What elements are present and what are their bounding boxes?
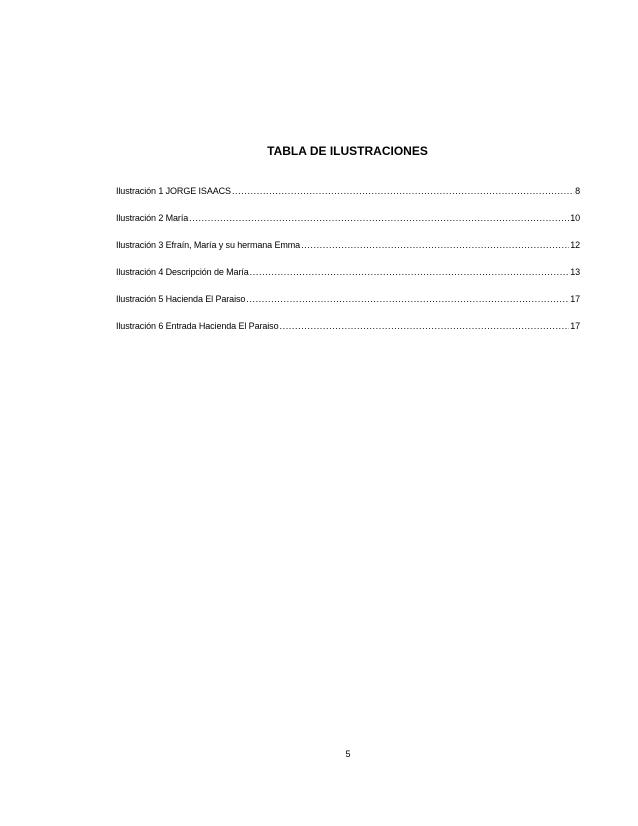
dot-leader — [250, 266, 570, 278]
toc-entry-page: 10 — [570, 213, 580, 223]
table-of-illustrations-title: TABLA DE ILUSTRACIONES — [267, 144, 428, 158]
toc-entry-page: 8 — [575, 186, 580, 196]
toc-entry[interactable] — [116, 293, 580, 320]
toc-entry-label: Ilustración 1 JORGE ISAACS — [116, 186, 231, 196]
illustrations-list — [116, 185, 580, 347]
dot-leader — [301, 239, 569, 251]
page-number: 5 — [345, 749, 351, 759]
toc-entry[interactable] — [116, 185, 580, 212]
toc-entry-label: Ilustración 5 Hacienda El Paraiso — [116, 294, 246, 304]
toc-entry-page: 17 — [570, 321, 580, 331]
toc-entry-label: Ilustración 6 Entrada Hacienda El Paraiso — [116, 321, 279, 331]
toc-entry-label: Ilustración 4 Descripción de María — [116, 267, 249, 277]
toc-entry[interactable] — [116, 266, 580, 293]
dot-leader — [232, 185, 574, 197]
toc-entry-page: 12 — [570, 240, 580, 250]
dot-leader — [246, 293, 569, 305]
toc-entry-label: Ilustración 3 Efraín, María y su hermana Emma — [116, 240, 301, 250]
dot-leader — [189, 212, 569, 224]
toc-entry[interactable] — [116, 320, 580, 347]
toc-entry[interactable] — [116, 212, 580, 239]
dot-leader — [280, 320, 570, 332]
toc-entry-page: 17 — [570, 294, 580, 304]
toc-entry-label: Ilustración 2 María — [116, 213, 189, 223]
toc-entry[interactable] — [116, 239, 580, 266]
toc-entry-page: 13 — [570, 267, 580, 277]
